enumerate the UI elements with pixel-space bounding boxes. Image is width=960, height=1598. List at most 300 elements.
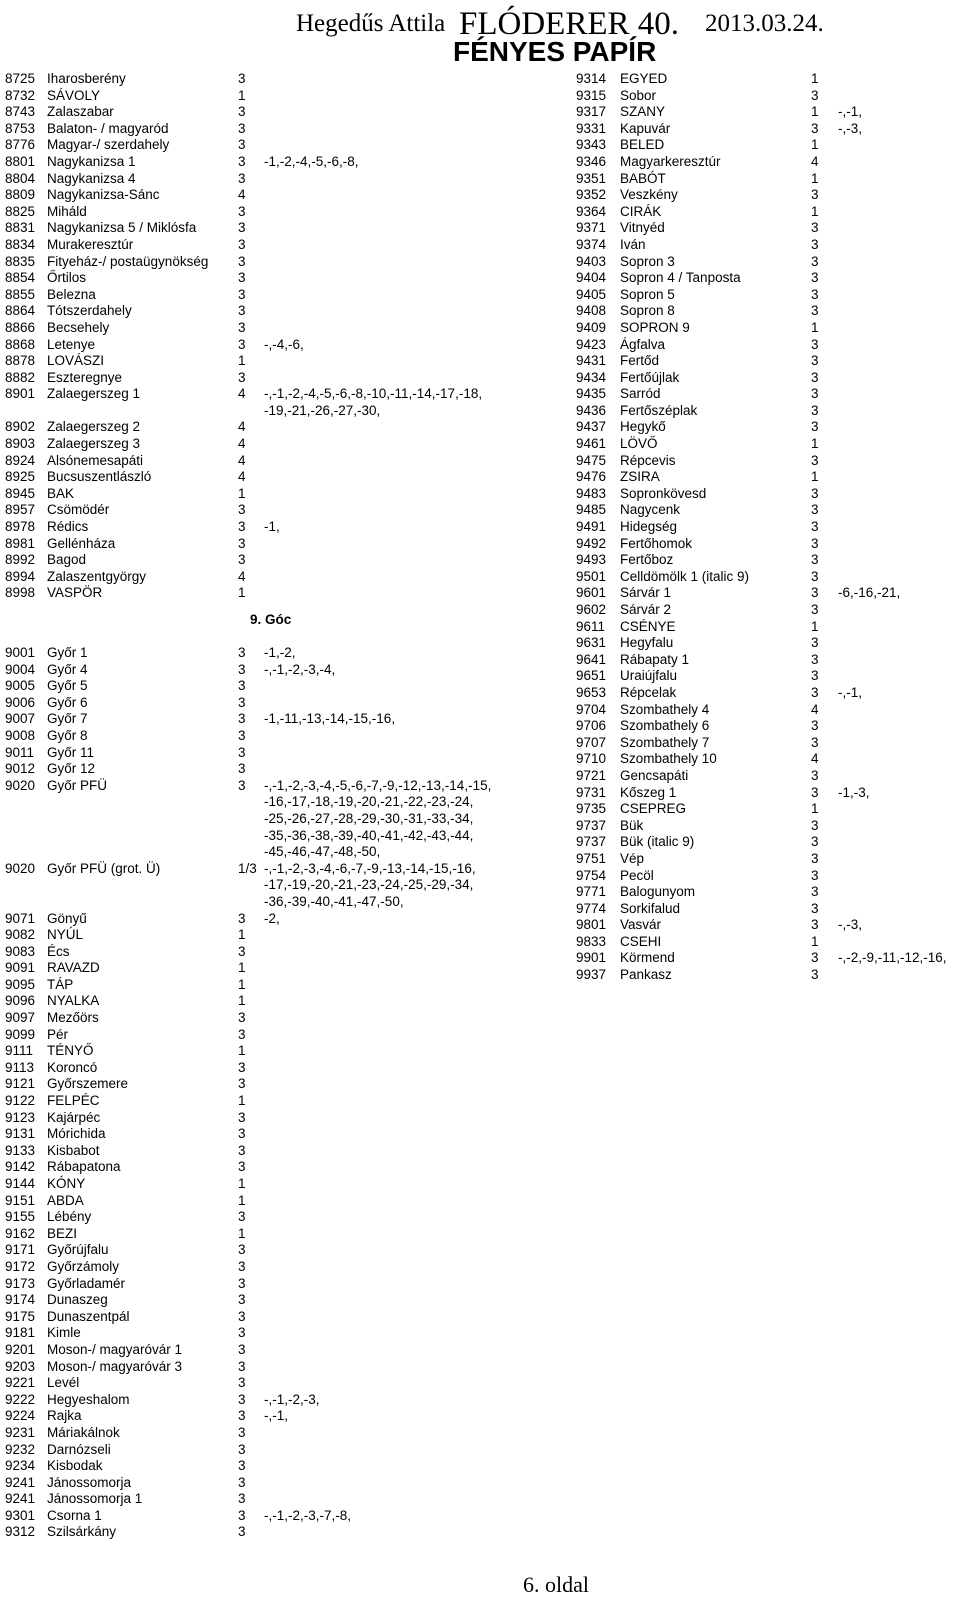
item-name: Iván [620,236,646,252]
item-code: 8978 [5,519,36,535]
item-name: Győr 5 [47,678,88,694]
item-count: 3 [238,1126,246,1142]
item-count: 3 [238,1474,246,1490]
list-item [0,1010,560,1027]
item-code: 9492 [576,535,607,551]
item-name: Letenye [47,336,96,352]
item-extra: -35,-36,-38,-39,-40,-41,-42,-43,-44, [264,827,474,843]
item-count: 3 [238,1159,246,1175]
item-name: CSEHI [620,933,662,949]
item-code: 9224 [5,1408,36,1424]
item-name: Iharosberény [47,71,126,86]
item-name: Nagykanizsa 1 [47,153,136,169]
item-count: 1/3 [238,860,257,876]
item-count: 3 [811,784,819,800]
item-extra: -,-1, [838,104,863,120]
item-count: 4 [811,153,819,169]
list-item [0,1425,560,1442]
item-name: BABÓT [620,170,666,186]
item-count: 3 [238,1275,246,1291]
item-name: Sarród [620,386,661,402]
item-name: Fertőd [620,353,660,369]
item-code: 9364 [576,203,607,219]
item-code: 8725 [5,71,36,86]
item-name: Pecöl [620,867,654,883]
item-code: 9314 [576,71,607,86]
item-count: 3 [238,678,246,694]
item-count: 3 [238,761,246,777]
list-item [0,303,960,320]
item-name: CSÉNYE [620,618,676,634]
item-count: 3 [238,1424,246,1440]
item-extra: -,-3, [838,120,863,136]
item-code: 9901 [576,950,607,966]
list-item [0,1093,560,1110]
item-count: 1 [238,1043,246,1059]
list-item [0,1359,560,1376]
item-count: 3 [811,336,819,352]
item-code: 9601 [576,585,607,601]
item-name: Zalaegerszeg 3 [47,436,141,452]
item-name: Balogunyom [620,884,696,900]
item-code: 9201 [5,1341,36,1357]
item-name: Sorkifalud [620,900,681,916]
item-code: 9346 [576,153,607,169]
item-name: Lébény [47,1209,92,1225]
item-code: 9007 [5,711,36,727]
item-name: Sopron 5 [620,286,675,302]
list-item [0,1276,560,1293]
item-name: Celldömölk 1 (italic 9) [620,568,750,584]
item-count: 3 [238,253,246,269]
item-name: Zalaszentgyörgy [47,568,147,584]
item-count: 3 [238,170,246,186]
item-name: Murakeresztúr [47,236,134,252]
item-name: Győr 6 [47,694,88,710]
item-name: Hegyfalu [620,635,674,651]
item-name: Gönyű [47,910,87,926]
list-item [0,1524,560,1541]
list-item [0,1060,560,1077]
item-count: 1 [811,203,819,219]
item-count: 1 [238,1225,246,1241]
item-name: Vitnyéd [620,220,665,236]
item-code: 8998 [5,585,36,601]
list-item [0,1475,560,1492]
item-name: Sopron 3 [620,253,675,269]
item-code: 9317 [576,104,607,120]
header-author: Hegedűs Attila [296,10,446,37]
item-code: 8994 [5,568,36,584]
item-code: 9408 [576,303,607,319]
item-name: Zalaegerszeg 1 [47,386,141,402]
item-code: 9611 [576,618,606,634]
item-code: 9403 [576,253,607,269]
item-count: 3 [238,369,246,385]
item-code: 9020 [5,860,36,876]
item-count: 3 [238,943,246,959]
item-count: 3 [811,884,819,900]
item-code: 8831 [5,220,36,236]
item-count: 3 [238,1391,246,1407]
item-name: Szombathely 7 [620,734,710,750]
list-item [0,1259,560,1276]
item-count: 3 [811,767,819,783]
item-code: 9142 [5,1159,36,1175]
item-code: 9493 [576,552,607,568]
list-item [0,1143,560,1160]
item-name: Kőszeg 1 [620,784,677,800]
list-item [0,502,960,519]
item-count: 3 [238,336,246,352]
list-item [0,751,960,768]
list-item [0,171,960,188]
list-item [0,1110,560,1127]
item-count: 3 [811,270,819,286]
item-name: Becsehely [47,319,110,335]
item-name: Vasvár [620,917,662,933]
item-name: Mezőörs [47,1010,99,1026]
list-item [0,901,960,918]
item-count: 3 [811,535,819,551]
item-code: 9371 [576,220,607,236]
item-code: 9405 [576,286,607,302]
item-extra: -1, [264,519,280,535]
item-name: EGYED [620,71,668,86]
item-name: Szombathely 4 [620,701,710,717]
item-count: 3 [811,900,819,916]
item-code: 8809 [5,187,36,203]
item-code: 9435 [576,386,607,402]
item-code: 9155 [5,1209,36,1225]
item-count: 3 [811,120,819,136]
item-count: 1 [811,104,819,120]
item-code: 9352 [576,187,607,203]
item-name: Eszteregnye [47,369,123,385]
item-code: 9082 [5,927,36,943]
list-item [0,934,960,951]
item-code: 8743 [5,104,36,120]
item-code: 9434 [576,369,607,385]
item-code: 9801 [576,917,607,933]
item-code: 9121 [5,1076,36,1092]
item-code: 9461 [576,436,607,452]
item-name: Sopron 4 / Tanposta [620,270,741,286]
item-name: Répcevis [620,452,676,468]
item-code: 8804 [5,170,36,186]
item-code: 8866 [5,319,36,335]
item-count: 1 [238,927,246,943]
item-name: Levél [47,1375,80,1391]
item-name: Győr 11 [47,744,95,760]
item-count: 3 [238,120,246,136]
list-item [0,469,960,486]
item-name: CSEPREG [620,801,687,817]
item-code: 9095 [5,976,36,992]
item-name: ABDA [47,1192,84,1208]
item-name: Balaton- / magyaród [47,120,169,136]
item-code: 9704 [576,701,607,717]
item-name: Csömödér [47,502,110,518]
item-name: Kisbabot [47,1142,100,1158]
item-code: 9071 [5,910,36,926]
item-code: 9231 [5,1424,36,1440]
item-code: 9006 [5,694,36,710]
item-name: Kimle [47,1325,81,1341]
item-count: 3 [238,502,246,518]
item-code: 9133 [5,1142,36,1158]
list-item [0,1442,560,1459]
item-name: Rábapatona [47,1159,121,1175]
item-count: 3 [238,645,246,660]
item-count: 1 [238,87,246,103]
item-code: 9476 [576,469,607,485]
list-item [0,602,960,619]
list-item [0,270,960,287]
item-name: NYALKA [47,993,100,1009]
item-count: 3 [238,519,246,535]
item-name: Szilsárkány [47,1524,117,1540]
item-name: Rábapaty 1 [620,651,690,667]
item-name: Jánossomorja [47,1474,132,1490]
item-code: 9485 [576,502,607,518]
item-code: 9020 [5,777,36,793]
item-name: Dunaszentpál [47,1308,130,1324]
item-name: SZANY [620,104,666,120]
list-item [0,1491,560,1508]
item-name: Nagykanizsa 4 [47,170,136,186]
item-count: 3 [811,419,819,435]
item-count: 3 [811,552,819,568]
item-name: Moson-/ magyaróvár 1 [47,1341,183,1357]
item-count: 3 [238,319,246,335]
item-count: 3 [238,1026,246,1042]
item-code: 9602 [576,602,607,617]
list-item [0,552,960,569]
header-title: FLÓDERER 40. [459,6,680,42]
item-name: Koroncó [47,1059,98,1075]
item-name: Vép [620,850,645,866]
list-item [0,486,960,503]
item-code: 9096 [5,993,36,1009]
item-name: Mórichida [47,1126,106,1142]
item-count: 3 [238,286,246,302]
item-count: 3 [238,1341,246,1357]
item-count: 3 [811,635,819,651]
item-name: Kapuvár [620,120,671,136]
list-item [0,1458,560,1475]
item-name: Jánossomorja 1 [47,1491,143,1507]
item-code: 9774 [576,900,607,916]
item-code: 9004 [5,661,36,677]
list-item [0,718,960,735]
item-code: 9301 [5,1507,36,1523]
item-code: 9232 [5,1441,36,1457]
item-code: 9431 [576,353,607,369]
item-code: 8776 [5,137,36,153]
list-item [0,1126,560,1143]
item-code: 9012 [5,761,36,777]
item-code: 8835 [5,253,36,269]
item-name: Sárvár 2 [620,602,672,617]
item-extra: -,-1, [838,684,863,700]
item-name: Bucsuszentlászló [47,469,152,485]
item-name: Miháld [47,203,87,219]
item-count: 3 [238,727,246,743]
item-count: 3 [238,552,246,568]
item-count: 3 [811,850,819,866]
item-count: 3 [811,253,819,269]
item-code: 9221 [5,1375,36,1391]
item-name: Fityeház-/ postaügynökség [47,253,209,269]
page-number: 6. oldal [523,1572,589,1597]
list-item [0,1309,560,1326]
item-code: 8825 [5,203,36,219]
list-item [0,88,960,105]
list-item [0,702,960,719]
item-name: Uraiújfalu [620,668,678,684]
item-name: SOPRON 9 [620,319,690,335]
item-name: Győr 1 [47,645,88,660]
item-count: 3 [811,353,819,369]
item-count: 3 [811,602,819,617]
item-count: 4 [238,452,246,468]
item-name: Sárvár 1 [620,585,672,601]
item-code: 9175 [5,1308,36,1324]
item-extra: -19,-21,-26,-27,-30, [264,402,381,418]
item-count: 4 [238,386,246,402]
item-count: 3 [811,236,819,252]
item-code: 9241 [5,1491,36,1507]
item-name: Győrújfalu [47,1242,109,1258]
item-extra: -,-2,-9,-11,-12,-16, [838,950,947,966]
list-item [0,137,960,154]
item-count: 3 [811,402,819,418]
list-item [0,254,960,271]
item-code: 9099 [5,1026,36,1042]
item-name: Belezna [47,286,96,302]
item-count: 1 [811,319,819,335]
item-count: 3 [238,1491,246,1507]
item-code: 9144 [5,1176,36,1191]
item-code: 9501 [576,568,607,584]
item-count: 3 [238,711,246,727]
item-code: 9122 [5,1093,36,1109]
item-count: 3 [811,668,819,684]
item-count: 4 [811,751,819,767]
item-code: 9707 [576,734,607,750]
item-code: 9315 [576,87,607,103]
item-name: Bük (italic 9) [620,834,695,850]
item-code: 9751 [576,850,607,866]
item-name: Pér [47,1026,69,1042]
item-extra: -17,-19,-20,-21,-23,-24,-25,-29,-34, [264,877,474,893]
item-name: Sopronkövesd [620,485,707,501]
item-code: 9737 [576,817,607,833]
item-count: 3 [811,734,819,750]
item-count: 1 [238,485,246,501]
item-name: ZSIRA [620,469,660,485]
list-item [0,453,960,470]
item-code: 9222 [5,1391,36,1407]
item-extra: -,-1,-2,-4,-5,-6,-8,-10,-11,-14,-17,-18, [264,386,483,402]
list-item [0,386,960,403]
list-item [0,436,960,453]
item-count: 3 [811,303,819,319]
item-name: Győr PFÜ (grot. Ü) [47,860,161,876]
item-code: 8924 [5,452,36,468]
item-extra: -1,-11,-13,-14,-15,-16, [264,711,396,727]
item-name: Máriakálnok [47,1424,120,1440]
item-code: 8801 [5,153,36,169]
list-item [0,337,960,354]
list-item [0,1408,560,1425]
list-item [0,1392,560,1409]
item-name: KÓNY [47,1176,86,1191]
item-name: Gencsapáti [620,767,689,783]
list-item [0,993,560,1010]
item-name: Tótszerdahely [47,303,132,319]
item-code: 8902 [5,419,36,435]
item-extra: -,-1,-2,-3, [264,1391,320,1407]
item-name: Győr 4 [47,661,88,677]
item-code: 9737 [576,834,607,850]
item-code: 9174 [5,1292,36,1308]
item-name: Győrladamér [47,1275,126,1291]
header-date: 2013.03.24. [705,10,824,37]
list-item [0,1027,560,1044]
item-code: 9331 [576,120,607,136]
item-name: VASPÖR [47,585,103,601]
item-extra: -45,-46,-47,-48,-50, [264,844,381,860]
item-count: 4 [811,701,819,717]
item-count: 3 [811,220,819,236]
item-name: Bagod [47,552,87,568]
item-code: 8901 [5,386,36,402]
item-name: Fertőújlak [620,369,680,385]
item-extra: -,-1, [264,1408,289,1424]
item-count: 3 [238,694,246,710]
item-code: 9173 [5,1275,36,1291]
item-name: Körmend [620,950,675,966]
item-count: 1 [238,1093,246,1109]
item-code: 8882 [5,369,36,385]
item-name: Répcelak [620,684,677,700]
item-code: 9312 [5,1524,36,1540]
item-count: 3 [238,1059,246,1075]
item-count: 4 [238,419,246,435]
item-name: Hidegség [620,519,678,535]
item-count: 3 [238,1109,246,1125]
item-count: 3 [238,744,246,760]
item-count: 1 [811,618,819,634]
list-item [0,668,960,685]
item-count: 3 [238,236,246,252]
item-name: Bük [620,817,644,833]
item-code: 9731 [576,784,607,800]
list-item [0,768,960,785]
item-count: 3 [811,651,819,667]
item-name: TÁP [47,976,74,992]
item-name: Gellénháza [47,535,116,551]
list-item [0,834,960,851]
item-code: 8957 [5,502,36,518]
item-code: 9097 [5,1010,36,1026]
list-item [0,1076,560,1093]
item-count: 3 [811,834,819,850]
item-count: 1 [811,801,819,817]
item-count: 1 [238,960,246,976]
